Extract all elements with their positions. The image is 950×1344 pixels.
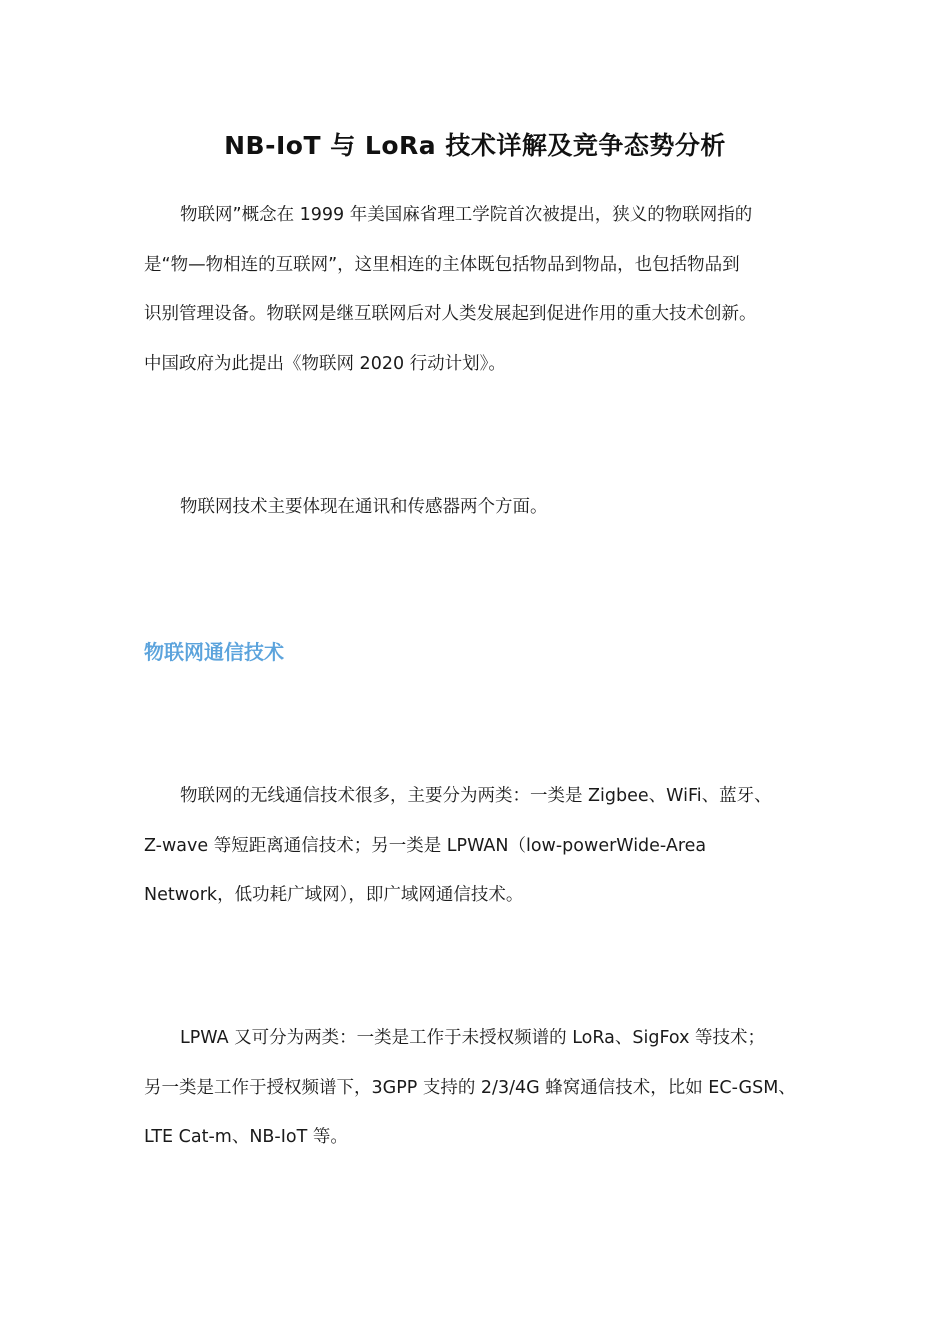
paragraph-line: 是“物—物相连的互联网”，这里相连的主体既包括物品到物品，也包括物品到 [144,254,740,275]
paragraph-line: LPWA 又可分为两类：一类是工作于未授权频谱的 LoRa、SigFox 等技术； [180,1028,766,1048]
paragraph-line: Network，低功耗广域网），即广域网通信技术。 [144,885,524,905]
paragraph-line: 中国政府为此提出《物联网 2020 行动计划》。 [144,353,506,374]
paragraph-iot-intro [144,191,816,389]
paragraph-line: Z-wave 等短距离通信技术；另一类是 LPWAN（low-powerWide-Area [144,835,707,856]
paragraph-line: 物联网技术主要体现在通讯和传感器两个方面。 [180,497,548,517]
paragraph-iot-aspects [144,483,816,533]
paragraph-wireless-tech [144,772,816,921]
paragraph-line: LTE Cat-m、NB-IoT 等。 [144,1127,348,1147]
paragraph-lpwa [144,1014,816,1163]
paragraph-line: 物联网”概念在 1999 年美国麻省理工学院首次被提出，狭义的物联网指的 [180,205,753,225]
paragraph-line: 另一类是工作于授权频谱下，3GPP 支持的 2/3/4G 蜂窝通信技术，比如 EC-GSM、 [144,1077,796,1098]
paragraph-line: 识别管理设备。物联网是继互联网后对人类发展起到促进作用的重大技术创新。 [144,304,757,324]
section-heading: 物联网通信技术 [144,640,284,664]
document-title: NB-IoT 与 LoRa 技术详解及竞争态势分析 [224,131,726,160]
paragraph-line: 物联网的无线通信技术很多，主要分为两类：一类是 Zigbee、WiFi、蓝牙、 [180,786,772,806]
